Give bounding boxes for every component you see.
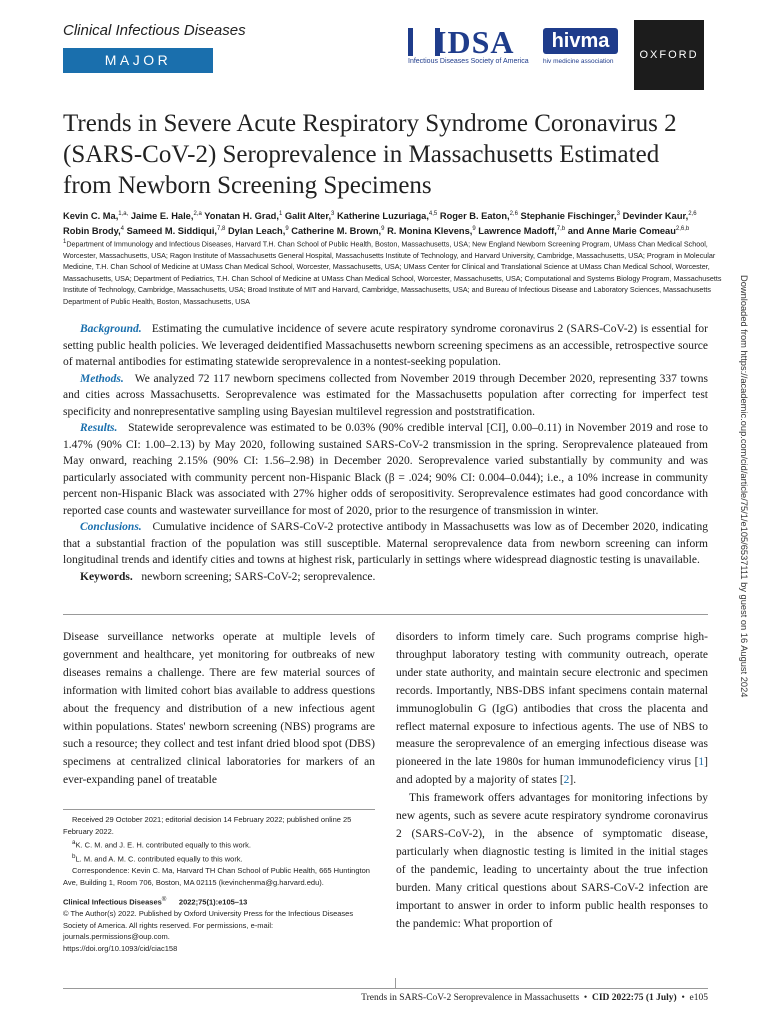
body-paragraph xyxy=(396,629,708,790)
abstract-keywords xyxy=(63,569,708,586)
journal-citation-name: Clinical Infectious Diseases xyxy=(63,897,162,907)
author-name: Lawrence Madoff, xyxy=(478,226,557,237)
article-type-banner: MAJOR ARTICLE xyxy=(63,48,213,73)
abstract xyxy=(63,321,708,585)
footnote-divider xyxy=(63,809,375,810)
body-column-left xyxy=(63,629,375,790)
journal-name: Clinical Infectious Diseases xyxy=(63,22,246,39)
correspondence-note: Correspondence: Kevin C. Ma, Harvard TH Chan School of Public Health, 665 Huntington Ave, Building 1, Room 706, Boston, MA 02115 (kevinchenma@g.harvard.edu). xyxy=(63,866,370,887)
results-text: Statewide seroprevalence was estimated to be 0.03% (90% credible interval [CI], 0.00–0.11) in November 2019 and rose to 1.47% (90% CI: 1.00–2.13) by May 2020, following sustained SARS-CoV-2 transmission in the spring. Seroprevalence plateaued from May onward, reaching 2.15% (90% CI: 1.56–2.98) in December 2020. Seroprevalence varied substantially by community and was particularly associated with community percent non-Hispanic Black (β = .024; 90% CI: 0.004–0.044); i.e., a 10% increase in community percent non-Hispanic Black was associated with 27% higher odds of seropositivity. Seroprevalence estimates had good concordance with reported case counts and wastewater surveillance for most of 2020, prior to the resurgence of transmission in winter. xyxy=(63,422,708,517)
journal-citation-ref: 2022;75(1):e105–13 xyxy=(178,897,248,907)
received-note: Received 29 October 2021; editorial decision 14 February 2022; published online 25 February 2022. xyxy=(63,815,352,836)
author-name: Jaime E. Hale, xyxy=(130,211,194,222)
author-affiliation-marker: 1,a, xyxy=(118,211,129,217)
author-name: Stephanie Fischinger, xyxy=(520,211,617,222)
author-name: and Anne Marie Comeau xyxy=(567,226,676,237)
footnotes xyxy=(63,814,378,954)
author-affiliation-marker: 2,6 xyxy=(509,211,518,217)
author-affiliation-marker: 3 xyxy=(331,211,335,217)
author-name: Roger B. Eaton, xyxy=(439,211,510,222)
author-name: Yonatan H. Grad, xyxy=(204,211,279,222)
author-affiliation-marker: 2,6,b xyxy=(675,226,690,233)
idsa-logo-text: IDSA xyxy=(434,24,515,60)
author-affiliation-marker: 2,a xyxy=(193,211,202,217)
author-affiliation-marker: 4,5 xyxy=(428,211,438,217)
idsa-logo xyxy=(408,24,538,68)
keywords-label: Keywords. xyxy=(80,570,133,583)
author-name: Dylan Leach, xyxy=(227,226,286,237)
author-name: Galit Alter, xyxy=(284,211,332,222)
abstract-conclusions xyxy=(63,519,708,569)
results-label: Results. xyxy=(80,422,118,434)
conclusions-label: Conclusions. xyxy=(80,521,142,533)
author-name: Catherine M. Brown, xyxy=(291,226,382,237)
author-name: Katherine Luzuriaga, xyxy=(336,211,429,222)
footnote-a: $^a$K. C. M. and J. E. H. contributed equally to this work. xyxy=(72,839,251,850)
affiliations-text: Department of Immunology and Infectious Diseases, Harvard T.H. Chan School of Public Health, Boston, Massachusetts, USA; New England Newborn Screening Program, UMass Chan Medical School, Worcester, Massachusetts, USA; Ragon Institute of Massachusetts General Hospital, Massachusetts Institute of Technology, and Harvard University, Cambridge, Massachusetts, USA; Program in Molecular Medicine, T.H. Chan School of Medicine at UMass Chan Medical School, Worcester, Massachusetts, USA; UMass Center for Clinical and Translational Science at UMass Chan Medical School, Worcester, Massachusetts, USA; Department of Pediatrics, T.H. Chan School of Medicine at UMass Chan Medical School, Worcester, Massachusetts, USA; Computational and Systems Biology Program, Massachusetts Institute of Technology, Cambridge, Massachusetts, USA; Broad Institute of MIT and Harvard, Cambridge, Massachusetts, USA; and Bureau of Infectious Disease and Laboratory Sciences, Massachusetts Department of Public Health, Boston, Massachusetts, USA xyxy=(63,239,722,306)
author-list xyxy=(63,208,723,238)
hivma-logo-text: hivma xyxy=(543,28,618,54)
body-text: ]. xyxy=(569,774,577,787)
reference-link-1[interactable]: 1 xyxy=(698,756,705,769)
idsa-logo-subtitle: Infectious Diseases Society of America xyxy=(408,58,529,65)
footnote-b-text: L. M. and A. M. C. contributed equally to this work. xyxy=(75,854,243,864)
download-note-text: Downloaded from https://academic.oup.com/cid/article/75/1/e105/6537111 by guest on 16 August 2024 xyxy=(739,275,749,698)
body-paragraph: This framework offers advantages for monitoring infections by new agents, such as severe acute respiratory syndrome coronavirus 2 (SARS-CoV-2), in the absence of symptomatic disease, particularly when diagnostic testing is limited in the initial stages of the pandemic, leading to uncertainty about the true infection burden. Many critical questions about SARS-CoV-2 infection are important to answer in order to inform public health responses to the pandemic: What proportion of xyxy=(396,792,708,930)
abstract-background xyxy=(63,321,708,371)
oxford-logo: OXFORD xyxy=(634,20,704,90)
abstract-methods xyxy=(63,371,708,421)
methods-label: Methods. xyxy=(80,372,124,385)
methods-text: We analyzed 72 117 newborn specimens collected from November 2019 through December 2020, representing 337 towns and cities across Massachusetts. Seroprevalence was estimated for the Massachusetts population after correcting for imperfect test specificity and nonrepresentative sampling using Bayesian multilevel regression and poststratification. xyxy=(63,372,708,418)
author-name: Kevin C. Ma, xyxy=(63,211,119,222)
body-paragraph: Disease surveillance networks operate at multiple levels of government and healthcare, yet monitoring for outbreaks of new diseases remains a challenge. There are few material sources of information with limited cohort bias available to address questions about the frequency and distribution of a new infectious agent within populations. States' newborn screening (NBS) programs are such a resource; they collect and test infant dried blood spot (DBS) specimens at centralized clinical laboratories for markers of an ever-expanding panel of treatable xyxy=(63,631,375,787)
reference-link-2[interactable]: 2 xyxy=(563,774,570,787)
abstract-divider xyxy=(63,614,708,615)
background-text: Estimating the cumulative incidence of severe acute respiratory syndrome coronavirus 2 (SARS-CoV-2) is essential for setting public health policies. We leveraged deidentified Massachusetts newborn screening specimens as an accessible, retrospective source of maternal antibodies for estimating statewide seroprevalence in a nontest-seeking population. xyxy=(63,323,709,368)
affiliations: $^1$Department of Immunology and Infectious Diseases, Harvard T.H. Chan School of Public Health, Boston, Massachusetts, USA; New England Newborn Screening Program, UMass Chan Medical School, Worcester, Massachusetts, USA; Ragon Institute of Massachusetts General Hospital, Massachusetts Institute of Technology, and Harvard University, Cambridge, Massachusetts, USA; Program in Molecular Medicine, T.H. Chan School of Medicine at UMass Chan Medical School, Worcester, Massachusetts, USA; UMass Center for Clinical and Translational Science at UMass Chan Medical School, Worcester, Massachusetts, USA; Department of Pediatrics, T.H. Chan School of Medicine at UMass Chan Medical School, Worcester, Massachusetts, USA; Computational and Systems Biology Program, Massachusetts Institute of Technology, Cambridge, Massachusetts, USA; Broad Institute of MIT and Harvard, Cambridge, Massachusetts, USA; and Bureau of Infectious Disease and Laboratory Sciences, Massachusetts Department of Public Health, Boston, Massachusetts, USA xyxy=(63,239,722,306)
author-name: R. Monina Klevens, xyxy=(387,226,473,237)
doi-link[interactable]: https://doi.org/10.1093/cid/ciac158 xyxy=(63,943,178,953)
conclusions-text: Cumulative incidence of SARS-CoV-2 protective antibody in Massachusetts was low as of December 2020, indicating that a substantial fraction of the population was still susceptible. Maternal seroprevalence data from newborn screening can inform longitudinal trends and identify cities and towns at highest risk, particularly in settings where widespread diagnostic testing is unavailable. xyxy=(63,521,708,566)
footer-divider xyxy=(63,988,708,989)
body-column-right xyxy=(396,629,708,933)
author-affiliation-marker: 4 xyxy=(120,226,125,233)
author-affiliation-marker: 7,b xyxy=(556,226,566,233)
author-affiliation-marker: 2,6 xyxy=(688,211,697,217)
footer-tick xyxy=(395,978,396,988)
footer-bullet: • xyxy=(583,993,588,1003)
author-affiliation-marker: 9 xyxy=(285,226,289,233)
copyright-note: © The Author(s) 2022. Published by Oxford University Press for the Infectious Diseases Society of America. All rights reserved. For permissions, e-mail: journals.permissions@oup.com. xyxy=(63,909,354,941)
background-label: Background. xyxy=(80,323,142,335)
footer-cid: CID 2022:75 (1 July) xyxy=(591,993,677,1003)
author-affiliation-marker: 1 xyxy=(278,211,283,217)
author-affiliation-marker: 9 xyxy=(381,226,385,233)
author-name: Devinder Kaur, xyxy=(622,211,689,222)
body-text: ] and adopted by a majority of states [ xyxy=(396,756,708,787)
author-name: Robin Brody, xyxy=(63,226,121,237)
author-affiliation-marker: 3 xyxy=(616,211,620,217)
author-name: Sameed M. Siddiqui, xyxy=(126,226,218,237)
body-text: disorders to inform timely care. Such programs comprise high-throughput laboratory testing with community outreach, operate under state authority, and maintain secure electronic and specimen records. Importantly, NBS-DBS infant specimens contain maternal immunoglobulin G (IgG) antibodies that cross the placenta and reflect maternal exposure to infectious agents. The use of NBS to measure the seroprevalence of an emerging infectious disease was pioneered in the late 1980s for human immunodeficiency virus [ xyxy=(396,631,708,769)
author-affiliation-marker: 7,8 xyxy=(217,226,226,233)
running-title: Trends in SARS-CoV-2 Seroprevalence in Massachusetts xyxy=(361,993,580,1003)
abstract-results xyxy=(63,420,708,519)
footer-bullet: • xyxy=(681,993,685,1003)
page-number: e105 xyxy=(689,993,708,1003)
journal-citation: Clinical Infectious Diseases® 2022;75(1):e105–13 xyxy=(63,896,248,907)
running-footer xyxy=(320,993,708,1003)
footnote-b: $^b$L. M. and A. M. C. contributed equally to this work. xyxy=(72,853,243,864)
download-note xyxy=(735,275,749,775)
hivma-logo xyxy=(543,28,621,68)
footnote-a-text: K. C. M. and J. E. H. contributed equally to this work. xyxy=(75,840,251,850)
hivma-logo-subtitle: hiv medicine association xyxy=(543,58,614,65)
article-title: Trends in Severe Acute Respiratory Syndrome Coronavirus 2 (SARS-CoV-2) Seroprevalence in Massachusetts Estimated from Newborn Screening Specimens xyxy=(63,110,677,199)
keywords-text: newborn screening; SARS-CoV-2; seroprevalence. xyxy=(141,570,376,583)
author-affiliation-marker: 9 xyxy=(472,226,476,233)
